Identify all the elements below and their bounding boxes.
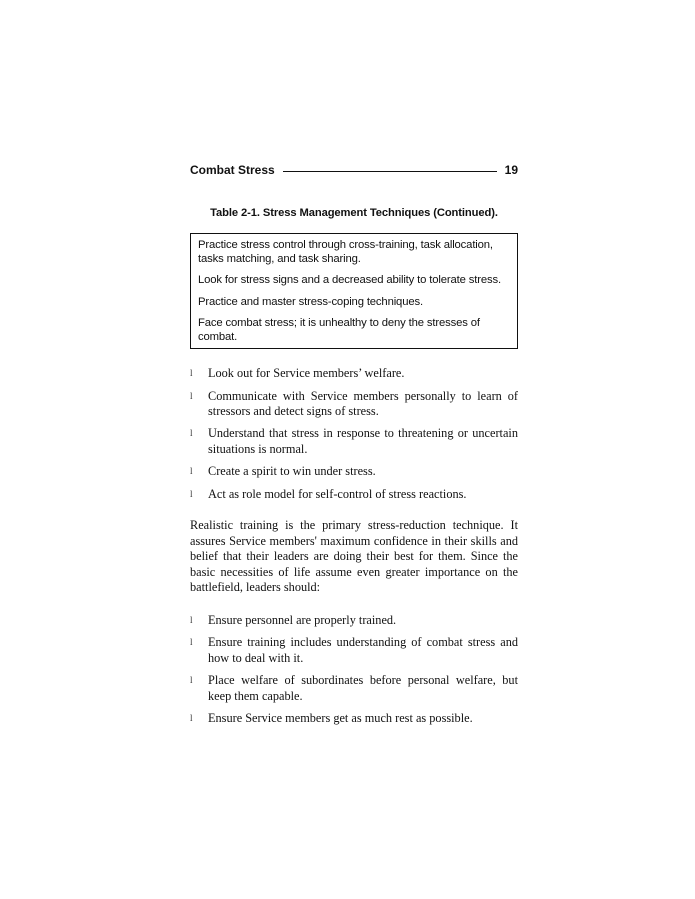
list-item (190, 635, 518, 666)
table-caption: Table 2-1. Stress Management Techniques (Continued). (210, 207, 498, 219)
list-item-text: Act as role model for self-control of stress reactions. (208, 486, 467, 501)
list-item (190, 487, 518, 502)
list-item-text: Look out for Service members’ welfare. (208, 366, 405, 381)
page-number: 19 (504, 163, 518, 177)
header-rule (283, 171, 497, 172)
list-item (190, 464, 518, 479)
bullet-marker: l (190, 713, 193, 724)
running-header (190, 160, 518, 180)
list-item-text: Place welfare of subordinates before personal welfare, but keep them capable. (208, 673, 518, 703)
stress-techniques-table (190, 233, 518, 349)
list-item (190, 389, 518, 420)
list-item-text: Ensure training includes understanding of combat stress and how to deal with it. (208, 635, 518, 665)
table-row: Look for stress signs and a decreased ability to tolerate stress. (198, 274, 501, 287)
list-item-text: Ensure personnel are properly trained. (208, 613, 397, 628)
leader-actions-list (190, 366, 518, 502)
header-title: Combat Stress (190, 163, 275, 177)
list-item-text: Create a spirit to win under stress. (208, 464, 376, 479)
bullet-marker: l (190, 675, 193, 686)
bullet-marker: l (190, 615, 193, 626)
leaders-should-list (190, 613, 518, 726)
list-item (190, 366, 518, 381)
bullet-marker: l (190, 466, 193, 477)
bullet-marker: l (190, 390, 193, 401)
table-row: Practice stress control through cross-training, task allocation, tasks matching, and task sharing. (198, 239, 493, 266)
bullet-marker: l (190, 428, 193, 439)
list-item-text: Ensure Service members get as much rest as possible. (208, 711, 473, 726)
list-item (190, 613, 518, 628)
list-item (190, 673, 518, 704)
table-row: Face combat stress; it is unhealthy to deny the stresses of combat. (198, 316, 480, 344)
list-item-text: Communicate with Service members personally to learn of stressors and detect signs of stress. (208, 388, 518, 419)
body-paragraph: Realistic training is the primary stress-reduction technique. It assures Service members' maximum confidence in their skills and belief that their leaders are doing their best for them. Since the basic necessities of life assume even greater importance on the battlefield, leaders should: (190, 518, 518, 595)
table-row: Practice and master stress-coping techniques. (198, 295, 423, 308)
list-item (190, 711, 518, 726)
bullet-marker: l (190, 368, 193, 379)
list-item (190, 426, 518, 457)
bullet-marker: l (190, 488, 193, 499)
bullet-marker: l (190, 637, 193, 648)
document-page (190, 160, 518, 733)
list-item-text: Understand that stress in response to threatening or uncertain situations is normal. (208, 426, 518, 456)
